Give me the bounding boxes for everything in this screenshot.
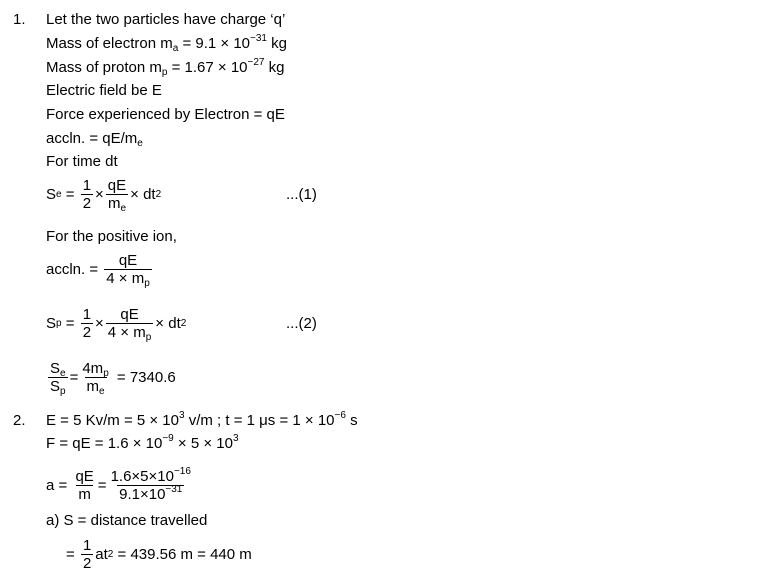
text: = bbox=[97, 476, 107, 494]
denominator bbox=[106, 194, 128, 212]
text: = 1.67 × 10 bbox=[167, 59, 248, 76]
fraction bbox=[109, 468, 193, 503]
text: Mass of proton m bbox=[46, 59, 162, 76]
superscript: −16 bbox=[173, 466, 191, 477]
text: kg bbox=[264, 59, 285, 76]
electron-mass-line bbox=[46, 35, 287, 53]
denominator bbox=[48, 377, 68, 395]
text: accln. = qE/m bbox=[46, 130, 138, 147]
fraction bbox=[81, 177, 93, 212]
subscript: p bbox=[103, 368, 109, 379]
superscript: −27 bbox=[247, 57, 265, 68]
fraction bbox=[106, 306, 154, 341]
text-line: For the positive ion, bbox=[46, 228, 177, 245]
text: 4 × m bbox=[107, 324, 146, 341]
text: Mass of electron m bbox=[46, 35, 173, 52]
text: at bbox=[95, 545, 108, 563]
ratio-equation bbox=[46, 360, 176, 395]
subscript: e bbox=[120, 203, 126, 214]
fraction bbox=[106, 177, 128, 212]
text: 4m bbox=[82, 360, 104, 377]
subscript: e bbox=[137, 138, 143, 149]
subscript: p bbox=[161, 67, 168, 78]
text: = bbox=[61, 185, 79, 203]
text: v/m ; t = 1 μs = 1 × 10 bbox=[184, 412, 335, 429]
text: kg bbox=[266, 35, 287, 52]
text: accln. = bbox=[46, 260, 103, 278]
text-line: Force experienced by Electron = qE bbox=[46, 106, 285, 123]
numerator bbox=[80, 360, 110, 377]
numerator: qE bbox=[107, 177, 127, 194]
text-line: Let the two particles have charge ‘q’ bbox=[46, 11, 286, 28]
text: S bbox=[46, 314, 57, 332]
text: × 5 × 10 bbox=[173, 435, 233, 452]
proton-mass-line bbox=[46, 59, 285, 77]
text: = 7340.6 bbox=[112, 368, 176, 386]
fraction bbox=[48, 360, 68, 395]
distance-result: = $\frac{1}{2}$ at 2 = 439.56 m = 440 m bbox=[66, 537, 252, 572]
numerator: 1 bbox=[82, 306, 92, 323]
text: = bbox=[69, 368, 79, 386]
fraction bbox=[104, 252, 152, 287]
text: F = qE = 1.6 × 10 bbox=[46, 435, 163, 452]
text: S bbox=[50, 360, 61, 377]
superscript: −31 bbox=[165, 484, 183, 495]
text: × dt bbox=[130, 185, 156, 203]
text: E = 5 Kv/m = 5 × 10 bbox=[46, 412, 179, 429]
equation-2: S p = $\frac{1}{2}$ × $\frac{qE}{4 \times m_p}$ × dt 2 ...(2) bbox=[46, 306, 317, 343]
text: a = bbox=[46, 476, 72, 494]
field-time-line bbox=[46, 412, 358, 430]
denominator: 2 bbox=[82, 324, 92, 341]
superscript: −31 bbox=[250, 33, 267, 44]
numerator: qE bbox=[118, 252, 138, 269]
question-number: 1. bbox=[13, 11, 26, 28]
fraction bbox=[81, 537, 93, 572]
numerator: qE bbox=[120, 306, 139, 323]
text: m bbox=[86, 378, 100, 395]
subscript: a bbox=[172, 43, 179, 54]
text-line: Electric field be E bbox=[46, 82, 162, 99]
denominator: m bbox=[78, 486, 91, 503]
denominator: 2 bbox=[82, 555, 92, 572]
equation-tag: ...(1) bbox=[286, 185, 317, 203]
text: = 9.1 × 10 bbox=[178, 35, 251, 52]
superscript: −6 bbox=[334, 410, 346, 421]
denominator bbox=[104, 269, 152, 287]
equation-1: S e = $\frac{1}{2}$ × $\frac{qE}{m_e}$ × dt 2 ...(1) bbox=[46, 177, 317, 214]
fraction bbox=[73, 468, 95, 503]
text: × bbox=[95, 314, 104, 332]
equation-tag: ...(2) bbox=[286, 314, 317, 332]
numerator: qE bbox=[75, 468, 94, 485]
superscript: −9 bbox=[162, 433, 174, 444]
text: S bbox=[46, 185, 57, 203]
denominator bbox=[85, 377, 107, 395]
denominator bbox=[117, 485, 184, 503]
text: 1.6×5×10 bbox=[110, 468, 174, 485]
text: S bbox=[50, 378, 61, 395]
subscript: e bbox=[60, 368, 66, 379]
text: m bbox=[107, 195, 121, 212]
text: × bbox=[95, 185, 104, 203]
text: 4 × m bbox=[106, 270, 145, 287]
force-line bbox=[46, 435, 239, 453]
text-line: For time dt bbox=[46, 153, 118, 170]
fraction bbox=[81, 306, 93, 341]
numerator: 1 bbox=[82, 537, 92, 554]
question-number: 2. bbox=[13, 412, 26, 429]
numerator: 1 bbox=[82, 177, 92, 194]
text: = bbox=[61, 314, 79, 332]
superscript: 3 bbox=[232, 433, 239, 444]
text: 9.1×10 bbox=[119, 486, 166, 503]
ion-acceleration bbox=[46, 252, 154, 287]
subscript: p bbox=[144, 278, 150, 289]
acceleration-equation bbox=[46, 468, 195, 503]
acceleration-line bbox=[46, 130, 143, 148]
text: × dt bbox=[155, 314, 181, 332]
fraction bbox=[80, 360, 110, 395]
text-line: a) S = distance travelled bbox=[46, 512, 208, 529]
numerator bbox=[48, 360, 68, 377]
denominator bbox=[106, 323, 154, 341]
superscript: 3 bbox=[179, 410, 185, 421]
numerator bbox=[109, 468, 193, 485]
subscript: e bbox=[99, 386, 105, 397]
text: s bbox=[345, 412, 358, 429]
text: = 439.56 m = 440 m bbox=[113, 545, 252, 563]
text: = bbox=[66, 545, 79, 563]
subscript: p bbox=[145, 332, 152, 343]
denominator: 2 bbox=[82, 195, 92, 212]
subscript: p bbox=[60, 386, 66, 397]
